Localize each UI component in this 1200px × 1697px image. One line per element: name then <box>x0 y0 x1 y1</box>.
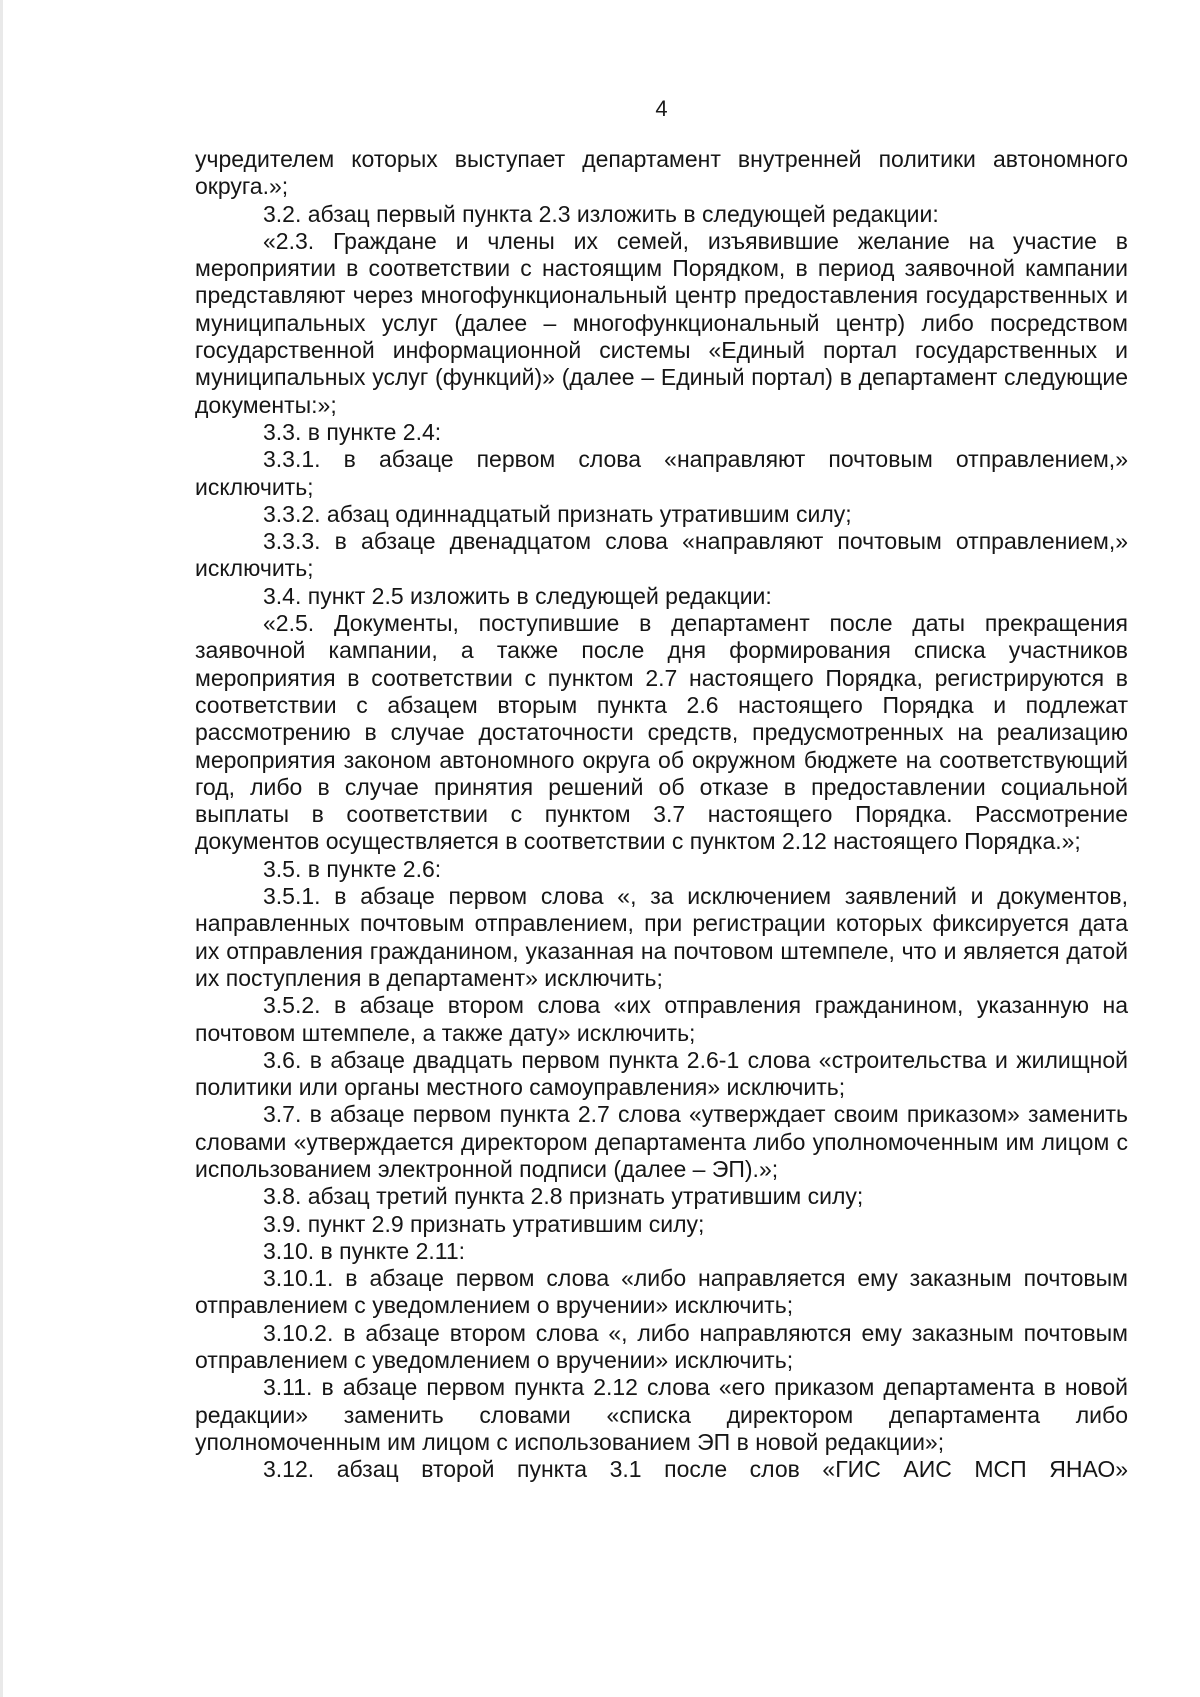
paragraph: 3.7. в абзаце первом пункта 2.7 слова «утверждает своим приказом» заменить словами «утверждается директором департамента либо уполномоченным им лицом с использованием электронной подписи (далее – ЭП).»; <box>195 1101 1128 1182</box>
paragraph: учредителем которых выступает департамент внутренней политики автономного округа.»; <box>195 146 1128 200</box>
paragraph: 3.2. абзац первый пункта 2.3 изложить в следующей редакции: <box>263 200 939 227</box>
paragraph: 3.11. в абзаце первом пункта 2.12 слова «его приказом департамента в новой редакции» заменить словами «списка директором департамента либо уполномоченным им лицом с использованием ЭП в новой редакции»; <box>195 1374 1128 1455</box>
paragraph: 3.5.1. в абзаце первом слова «, за исключением заявлений и документов, направленных почтовым отправлением, при регистрации которых фиксируется дата их отправления гражданином, указанная на почтовом штемпеле, что и является датой их поступления в департамент» исключить; <box>195 883 1128 991</box>
paragraph: 3.3.3. в абзаце двенадцатом слова «направляют почтовым отправлением,» исключить; <box>195 528 1128 582</box>
paragraph: 3.12. абзац второй пункта 3.1 после слов «ГИС АИС МСП ЯНАО» <box>263 1456 1128 1483</box>
paragraph: 3.5.2. в абзаце втором слова «их отправления гражданином, указанную на почтовом штемпеле, а также дату» исключить; <box>195 992 1128 1046</box>
paragraph: 3.3.2. абзац одиннадцатый признать утратившим силу; <box>263 500 852 527</box>
document-body <box>195 146 1128 1484</box>
paragraph: 3.5. в пункте 2.6: <box>263 855 442 882</box>
paragraph: 3.10. в пункте 2.11: <box>263 1237 466 1264</box>
paragraph: 3.10.1. в абзаце первом слова «либо направляется ему заказным почтовым отправлением с уведомлением о вручении» исключить; <box>195 1265 1128 1319</box>
paragraph: 3.3. в пункте 2.4: <box>263 418 442 445</box>
paragraph: 3.6. в абзаце двадцать первом пункта 2.6-1 слова «строительства и жилищной политики или органы местного самоуправления» исключить; <box>195 1046 1128 1101</box>
paragraph: 3.8. абзац третий пункта 2.8 признать утратившим силу; <box>263 1183 864 1210</box>
paragraph: 3.3.1. в абзаце первом слова «направляют почтовым отправлением,» исключить; <box>195 446 1128 500</box>
page-number: 4 <box>655 96 668 121</box>
paragraph: 3.4. пункт 2.5 изложить в следующей редакции: <box>263 582 772 609</box>
paragraph: «2.5. Документы, поступившие в департамент после даты прекращения заявочной кампании, а также после дня формирования списка участников мероприятия в соответствии с пунктом 2.7 настоящего Порядка, регистрируются в соответствии с абзацем вторым пункта 2.6 настоящего Порядка и подлежат рассмотрению в случае достаточности средств, предусмотренных на реализацию мероприятия законом автономного округа об окружном бюджете на соответствующий год, либо в случае принятия решений об отказе в предоставлении социальной выплаты в соответствии с пунктом 3.7 настоящего Порядка. Рассмотрение документов осуществляется в соответствии с пунктом 2.12 настоящего Порядка.»; <box>195 610 1128 855</box>
paragraph: 3.9. пункт 2.9 признать утратившим силу; <box>263 1210 705 1237</box>
paragraph: «2.3. Граждане и члены их семей, изъявившие желание на участие в мероприятии в соответствии с настоящим Порядком, в период заявочной кампании представляют через многофункциональный центр предоставления государственных и муниципальных услуг (далее – многофункциональный центр) либо посредством государственной информационной системы «Единый портал государственных и муниципальных услуг (функций)» (далее – Единый портал) в департамент следующие документы:»; <box>195 227 1128 418</box>
paragraph: 3.10.2. в абзаце втором слова «, либо направляются ему заказным почтовым отправлением с уведомлением о вручении» исключить; <box>195 1319 1128 1374</box>
